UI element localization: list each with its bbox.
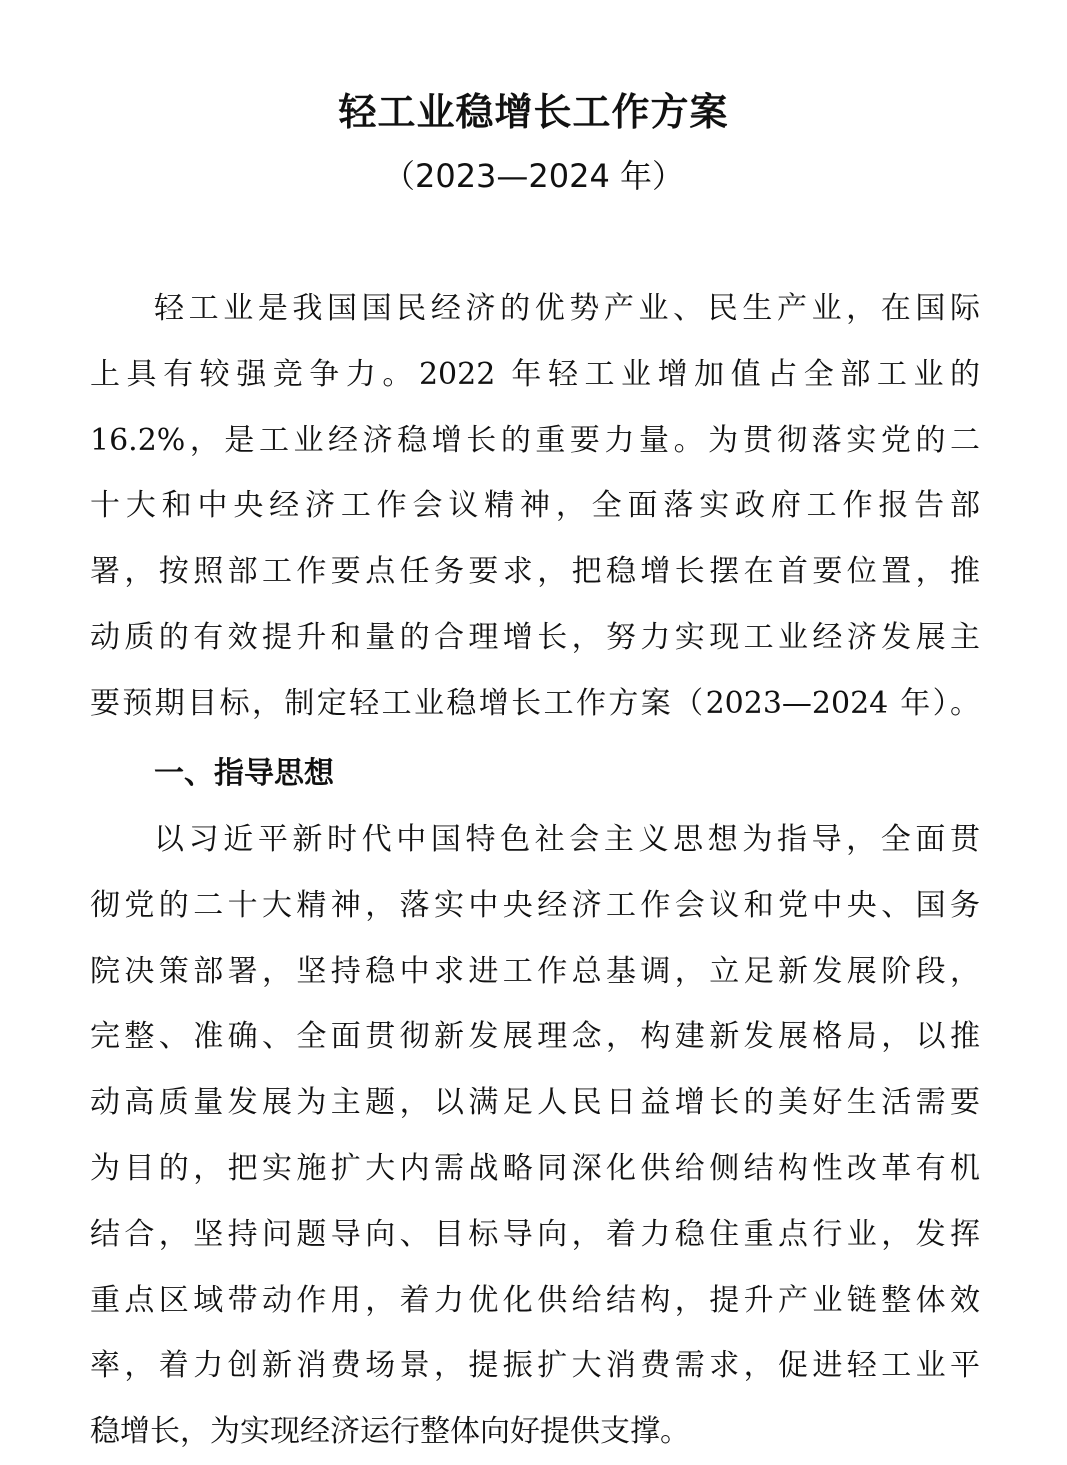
paragraph-line: 重点区域带动作用，着力优化供给结构，提升产业链整体效 bbox=[90, 1282, 980, 1318]
paragraph-line: 十大和中央经济工作会议精神，全面落实政府工作报告部 bbox=[90, 488, 980, 524]
paragraph-line: 结合，坚持问题导向、目标导向，着力稳住重点行业，发挥 bbox=[90, 1216, 980, 1252]
paragraph-line: 动高质量发展为主题，以满足人民日益增长的美好生活需要 bbox=[90, 1085, 980, 1121]
paragraph-line: 16.2%，是工业经济稳增长的重要力量。为贯彻落实党的二 bbox=[90, 422, 980, 458]
paragraph-line: 以习近平新时代中国特色社会主义思想为指导，全面贯 bbox=[154, 822, 980, 857]
paragraph-line: 上具有较强竞争力。2022 年轻工业增加值占全部工业的 bbox=[90, 356, 980, 392]
paragraph-line: 稳增长，为实现经济运行整体向好提供支撑。 bbox=[90, 1414, 690, 1450]
paragraph-line: 为目的，把实施扩大内需战略同深化供给侧结构性改革有机 bbox=[90, 1150, 980, 1186]
paragraph-intro bbox=[90, 276, 980, 737]
paragraph-line: 率，着力创新消费场景，提振扩大消费需求，促进轻工业平 bbox=[90, 1348, 980, 1384]
section-heading-guiding-ideology: 一、指导思想 bbox=[154, 756, 334, 791]
paragraph-line: 要预期目标，制定轻工业稳增长工作方案（2023—2024 年）。 bbox=[90, 685, 980, 721]
paragraph-line: 署，按照部工作要点任务要求，把稳增长摆在首要位置，推 bbox=[90, 554, 980, 590]
paragraph-line: 彻党的二十大精神，落实中央经济工作会议和党中央、国务 bbox=[90, 887, 980, 923]
paragraph-line: 轻工业是我国国民经济的优势产业、民生产业，在国际 bbox=[154, 291, 980, 326]
paragraph-line: 完整、准确、全面贯彻新发展理念，构建新发展格局，以推 bbox=[90, 1019, 980, 1055]
paragraph-line: 院决策部署，坚持稳中求进工作总基调，立足新发展阶段， bbox=[90, 953, 980, 989]
paragraph-guiding-ideology bbox=[90, 807, 980, 1465]
document-subtitle: （2023—2024 年） bbox=[382, 157, 685, 195]
document-title: 轻工业稳增长工作方案 bbox=[338, 90, 729, 134]
paragraph-line: 动质的有效提升和量的合理增长，努力实现工业经济发展主 bbox=[90, 619, 980, 655]
